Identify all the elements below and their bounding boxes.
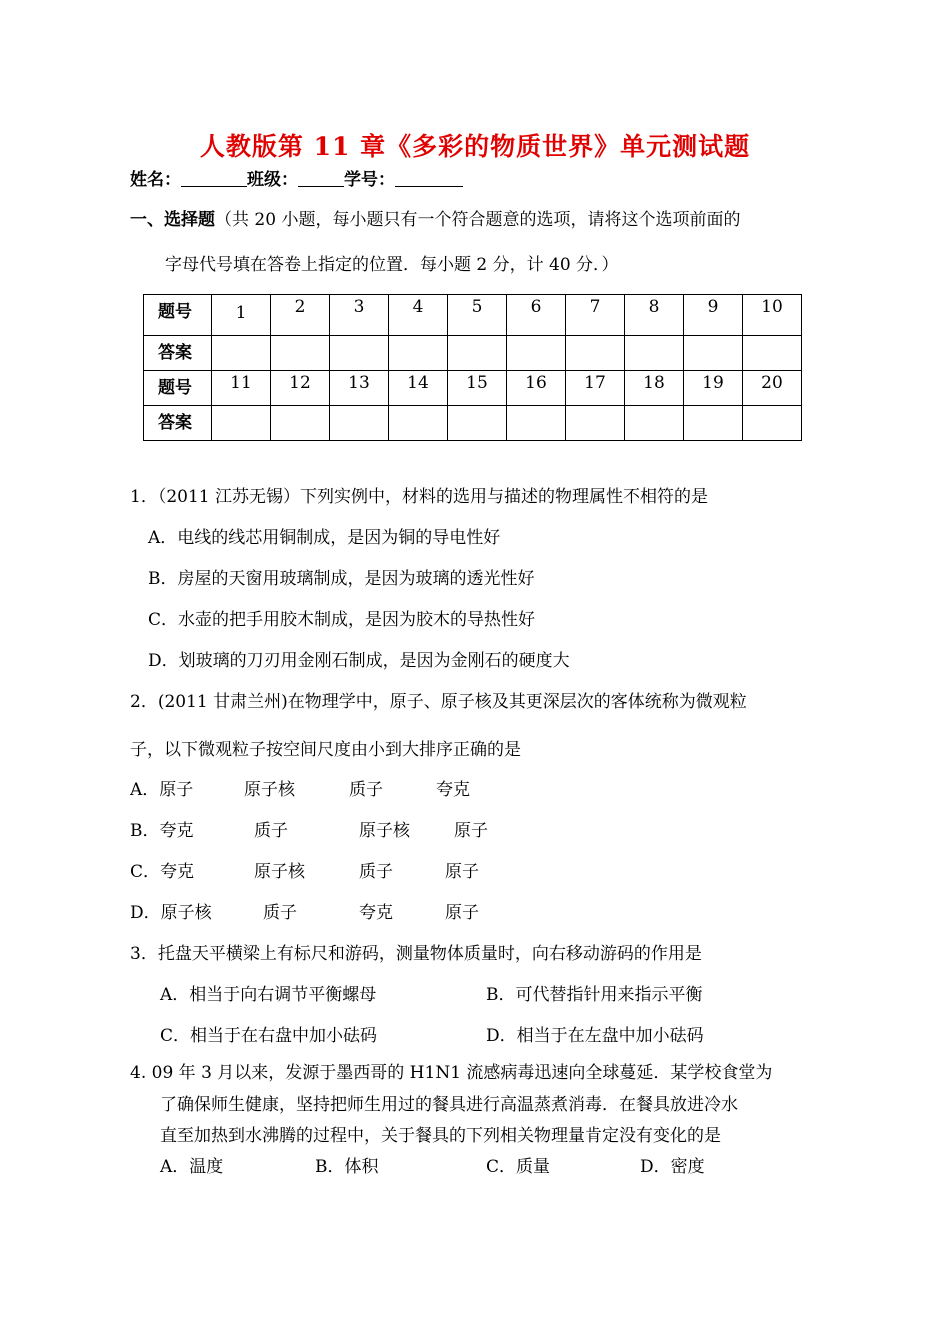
answer-cell[interactable] bbox=[684, 336, 743, 371]
q4-stem-3: 直至加热到水沸腾的过程中，关于餐具的下列相关物理量肯定没有变化的是 bbox=[160, 1126, 721, 1146]
q3-stem: 3．托盘天平横梁上有标尺和游码，测量物体质量时，向右移动游码的作用是 bbox=[130, 944, 702, 964]
question-number: 3 bbox=[330, 295, 389, 336]
q3-option-b: B．可代替指针用来指示平衡 bbox=[486, 985, 703, 1005]
q3-option-d: D．相当于在左盘中加小砝码 bbox=[486, 1026, 704, 1046]
answer-cell[interactable] bbox=[448, 406, 507, 441]
question-number: 8 bbox=[625, 295, 684, 336]
id-blank[interactable] bbox=[395, 170, 463, 187]
section-desc-1: （共 20 小题，每小题只有一个符合题意的选项，请将这个选项前面的 bbox=[215, 210, 741, 230]
q4-option-c: C．质量 bbox=[486, 1157, 551, 1177]
question-number: 4 bbox=[389, 295, 448, 336]
q3-option-c: C．相当于在右盘中加小砝码 bbox=[160, 1026, 378, 1046]
q2-option-b-3: 原子核 bbox=[359, 821, 410, 841]
question-number: 20 bbox=[743, 371, 802, 406]
question-number: 2 bbox=[271, 295, 330, 336]
answer-cell[interactable] bbox=[743, 336, 802, 371]
section-heading: 一、选择题 bbox=[130, 210, 215, 230]
q2-option-c-1: C．夸克 bbox=[130, 862, 195, 882]
answer-cell[interactable] bbox=[625, 406, 684, 441]
answer-cell[interactable] bbox=[743, 406, 802, 441]
table-row-numbers-1 bbox=[144, 295, 802, 336]
name-label: 姓名： bbox=[130, 170, 181, 190]
q2-option-d-1: D．原子核 bbox=[130, 903, 212, 923]
q1-option-b: B．房屋的天窗用玻璃制成，是因为玻璃的透光性好 bbox=[148, 569, 535, 589]
question-number: 13 bbox=[330, 371, 389, 406]
answer-cell[interactable] bbox=[330, 406, 389, 441]
answer-cell[interactable] bbox=[389, 336, 448, 371]
row-label: 答案 bbox=[144, 336, 212, 371]
question-number: 15 bbox=[448, 371, 507, 406]
answer-cell[interactable] bbox=[507, 336, 566, 371]
q2-option-b-1: B．夸克 bbox=[130, 821, 194, 841]
q2-option-b-4: 原子 bbox=[454, 821, 488, 841]
id-label: 学号： bbox=[344, 170, 395, 190]
answer-cell[interactable] bbox=[330, 336, 389, 371]
q2-stem-2: 子，以下微观粒子按空间尺度由小到大排序正确的是 bbox=[130, 740, 521, 760]
q4-option-b: B．体积 bbox=[315, 1157, 379, 1177]
question-number: 9 bbox=[684, 295, 743, 336]
question-number: 19 bbox=[684, 371, 743, 406]
question-number: 5 bbox=[448, 295, 507, 336]
answer-cell[interactable] bbox=[625, 336, 684, 371]
table-row-answers-2 bbox=[144, 406, 802, 441]
question-number: 10 bbox=[743, 295, 802, 336]
row-label: 题号 bbox=[144, 295, 212, 336]
question-number: 17 bbox=[566, 371, 625, 406]
section-desc-2: 字母代号填在答卷上指定的位置．每小题 2 分，计 40 分．） bbox=[165, 255, 619, 275]
q4-stem-2: 了确保师生健康，坚持把师生用过的餐具进行高温蒸煮消毒．在餐具放进冷水 bbox=[160, 1095, 738, 1115]
row-label: 答案 bbox=[144, 406, 212, 441]
q1-option-c: C．水壶的把手用胶木制成，是因为胶木的导热性好 bbox=[148, 610, 536, 630]
answer-cell[interactable] bbox=[271, 336, 330, 371]
question-number: 11 bbox=[212, 371, 271, 406]
q2-option-a-1: A．原子 bbox=[130, 780, 194, 800]
q2-option-b-2: 质子 bbox=[254, 821, 288, 841]
q1-stem: 1．（2011 江苏无锡）下列实例中，材料的选用与描述的物理属性不相符的是 bbox=[130, 487, 708, 507]
answer-cell[interactable] bbox=[212, 336, 271, 371]
q2-option-c-3: 质子 bbox=[359, 862, 393, 882]
q2-option-a-2: 原子核 bbox=[244, 780, 295, 800]
section-heading-line bbox=[130, 205, 740, 230]
q2-stem-1: 2．(2011 甘肃兰州)在物理学中，原子、原子核及其更深层次的客体统称为微观粒 bbox=[130, 692, 747, 712]
q2-option-c-2: 原子核 bbox=[254, 862, 305, 882]
q4-option-a: A．温度 bbox=[160, 1157, 224, 1177]
answer-cell[interactable] bbox=[389, 406, 448, 441]
q2-option-d-4: 原子 bbox=[445, 903, 479, 923]
q2-option-d-3: 夸克 bbox=[359, 903, 393, 923]
q1-option-d: D．划玻璃的刀刃用金刚石制成，是因为金刚石的硬度大 bbox=[148, 651, 570, 671]
q2-option-a-4: 夸克 bbox=[436, 780, 470, 800]
q4-stem-1: 4. 09 年 3 月以来，发源于墨西哥的 H1N1 流感病毒迅速向全球蔓延．某学校食堂为 bbox=[130, 1063, 773, 1083]
class-label: 班级： bbox=[247, 170, 298, 190]
row-label: 题号 bbox=[144, 371, 212, 406]
answer-cell[interactable] bbox=[448, 336, 507, 371]
question-number: 6 bbox=[507, 295, 566, 336]
question-number: 14 bbox=[389, 371, 448, 406]
question-number: 16 bbox=[507, 371, 566, 406]
table-row-answers-1 bbox=[144, 336, 802, 371]
page-title: 人教版第 11 章《多彩的物质世界》单元测试题 bbox=[199, 132, 751, 161]
student-info-line bbox=[130, 165, 463, 190]
class-blank[interactable] bbox=[298, 170, 344, 187]
answer-cell[interactable] bbox=[271, 406, 330, 441]
q2-option-c-4: 原子 bbox=[445, 862, 479, 882]
question-number: 7 bbox=[566, 295, 625, 336]
q2-option-a-3: 质子 bbox=[349, 780, 383, 800]
table-row-numbers-2 bbox=[144, 371, 802, 406]
q4-option-d: D．密度 bbox=[640, 1157, 705, 1177]
answer-cell[interactable] bbox=[684, 406, 743, 441]
q1-option-a: A．电线的线芯用铜制成，是因为铜的导电性好 bbox=[148, 528, 501, 548]
answer-cell[interactable] bbox=[507, 406, 566, 441]
answer-cell[interactable] bbox=[566, 336, 625, 371]
question-number: 18 bbox=[625, 371, 684, 406]
answer-cell[interactable] bbox=[212, 406, 271, 441]
question-number: 1 bbox=[212, 295, 271, 336]
question-number: 12 bbox=[271, 371, 330, 406]
answer-table bbox=[143, 294, 802, 441]
name-blank[interactable] bbox=[181, 170, 247, 187]
answer-cell[interactable] bbox=[566, 406, 625, 441]
q2-option-d-2: 质子 bbox=[263, 903, 297, 923]
q3-option-a: A．相当于向右调节平衡螺母 bbox=[160, 985, 377, 1005]
